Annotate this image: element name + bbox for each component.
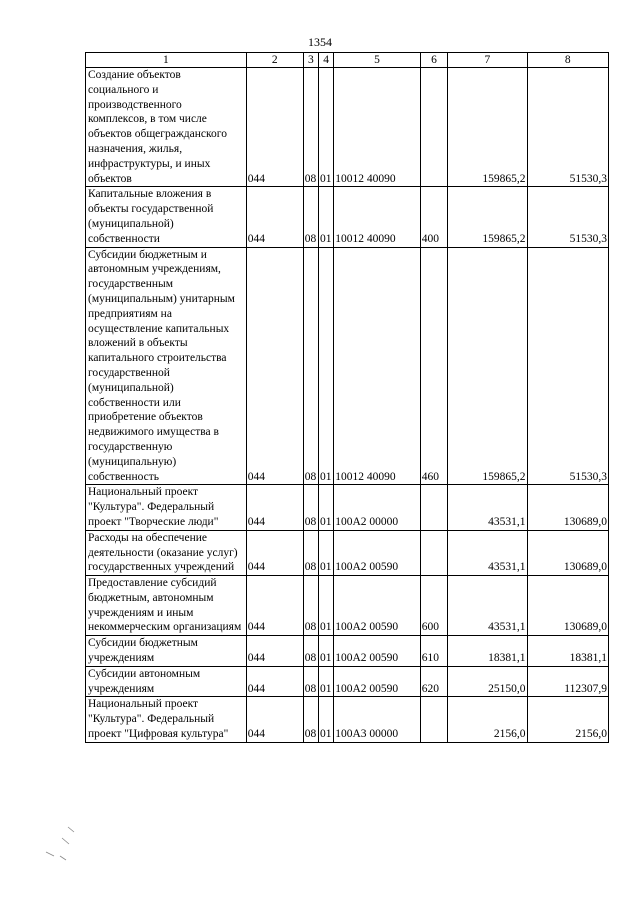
ministry-code: 044 xyxy=(246,187,303,247)
header-col-6: 6 xyxy=(420,53,447,68)
header-col-7: 7 xyxy=(448,53,527,68)
row-description: Субсидии автономным учреждениям xyxy=(86,666,247,697)
amount-col-8: 130689,0 xyxy=(527,530,608,575)
amount-col-7: 159865,2 xyxy=(448,68,527,187)
table-row xyxy=(86,68,609,187)
target-article-code: 10012 40090 xyxy=(334,68,420,187)
row-description: Предоставление субсидий бюджетным, автономным учреждениям и иным некоммерческим организациям xyxy=(86,576,247,636)
ministry-code: 044 xyxy=(246,485,303,530)
header-col-1: 1 xyxy=(86,53,247,68)
amount-col-8: 130689,0 xyxy=(527,485,608,530)
subsection-code: 01 xyxy=(318,247,333,485)
header-col-4: 4 xyxy=(318,53,333,68)
amount-col-7: 2156,0 xyxy=(448,697,527,742)
section-code: 08 xyxy=(303,187,318,247)
subsection-code: 01 xyxy=(318,485,333,530)
table-row xyxy=(86,576,609,636)
subsection-code: 01 xyxy=(318,68,333,187)
header-col-3: 3 xyxy=(303,53,318,68)
row-description: Субсидии бюджетным и автономным учреждениям, государственным (муниципальным) унитарным предприятиям на осуществление капитальных вложений в объекты капитального строительства государственной (муниципальной) собственности или приобретение объектов недвижимого имущества в государственную (муниципальную) собственность xyxy=(86,247,247,485)
amount-col-7: 43531,1 xyxy=(448,485,527,530)
section-code: 08 xyxy=(303,530,318,575)
target-article-code: 100А2 00590 xyxy=(334,530,420,575)
budget-table xyxy=(85,52,609,743)
header-col-8: 8 xyxy=(527,53,608,68)
amount-col-7: 159865,2 xyxy=(448,187,527,247)
expense-type-code xyxy=(420,530,447,575)
amount-col-7: 18381,1 xyxy=(448,636,527,667)
table-row xyxy=(86,187,609,247)
row-description: Создание объектов социального и производственного комплексов, в том числе объектов общегражданского назначения, жилья, инфраструктуры, и иных объектов xyxy=(86,68,247,187)
row-description: Субсидии бюджетным учреждениям xyxy=(86,636,247,667)
section-code: 08 xyxy=(303,247,318,485)
target-article-code: 10012 40090 xyxy=(334,247,420,485)
expense-type-code: 610 xyxy=(420,636,447,667)
ministry-code: 044 xyxy=(246,697,303,742)
amount-col-7: 43531,1 xyxy=(448,576,527,636)
amount-col-8: 130689,0 xyxy=(527,576,608,636)
target-article-code: 100А2 00590 xyxy=(334,636,420,667)
amount-col-7: 43531,1 xyxy=(448,530,527,575)
expense-type-code xyxy=(420,697,447,742)
target-article-code: 10012 40090 xyxy=(334,187,420,247)
expense-type-code: 460 xyxy=(420,247,447,485)
expense-type-code: 620 xyxy=(420,666,447,697)
expense-type-code: 600 xyxy=(420,576,447,636)
amount-col-8: 2156,0 xyxy=(527,697,608,742)
header-col-2: 2 xyxy=(246,53,303,68)
section-code: 08 xyxy=(303,485,318,530)
subsection-code: 01 xyxy=(318,666,333,697)
ministry-code: 044 xyxy=(246,576,303,636)
amount-col-7: 25150,0 xyxy=(448,666,527,697)
section-code: 08 xyxy=(303,636,318,667)
ministry-code: 044 xyxy=(246,68,303,187)
subsection-code: 01 xyxy=(318,530,333,575)
scan-smudge-mark xyxy=(38,822,98,862)
target-article-code: 100А3 00000 xyxy=(334,697,420,742)
amount-col-8: 51530,3 xyxy=(527,68,608,187)
target-article-code: 100А2 00590 xyxy=(334,576,420,636)
expense-type-code xyxy=(420,68,447,187)
ministry-code: 044 xyxy=(246,247,303,485)
section-code: 08 xyxy=(303,68,318,187)
amount-col-8: 18381,1 xyxy=(527,636,608,667)
table-row xyxy=(86,697,609,742)
expense-type-code: 400 xyxy=(420,187,447,247)
ministry-code: 044 xyxy=(246,636,303,667)
target-article-code: 100А2 00590 xyxy=(334,666,420,697)
header-row xyxy=(86,53,609,68)
subsection-code: 01 xyxy=(318,697,333,742)
expense-type-code xyxy=(420,485,447,530)
ministry-code: 044 xyxy=(246,666,303,697)
page-number: 1354 xyxy=(308,35,332,49)
subsection-code: 01 xyxy=(318,187,333,247)
row-description: Расходы на обеспечение деятельности (оказание услуг) государственных учреждений xyxy=(86,530,247,575)
table-row xyxy=(86,666,609,697)
section-code: 08 xyxy=(303,697,318,742)
row-description: Национальный проект "Культура". Федеральный проект "Творческие люди" xyxy=(86,485,247,530)
amount-col-7: 159865,2 xyxy=(448,247,527,485)
subsection-code: 01 xyxy=(318,576,333,636)
table-row xyxy=(86,247,609,485)
row-description: Национальный проект "Культура". Федеральный проект "Цифровая культура" xyxy=(86,697,247,742)
amount-col-8: 112307,9 xyxy=(527,666,608,697)
target-article-code: 100А2 00000 xyxy=(334,485,420,530)
amount-col-8: 51530,3 xyxy=(527,187,608,247)
table-row xyxy=(86,530,609,575)
row-description: Капитальные вложения в объекты государственной (муниципальной) собственности xyxy=(86,187,247,247)
table-row xyxy=(86,636,609,667)
table-row xyxy=(86,485,609,530)
ministry-code: 044 xyxy=(246,530,303,575)
section-code: 08 xyxy=(303,576,318,636)
subsection-code: 01 xyxy=(318,636,333,667)
header-col-5: 5 xyxy=(334,53,420,68)
amount-col-8: 51530,3 xyxy=(527,247,608,485)
section-code: 08 xyxy=(303,666,318,697)
